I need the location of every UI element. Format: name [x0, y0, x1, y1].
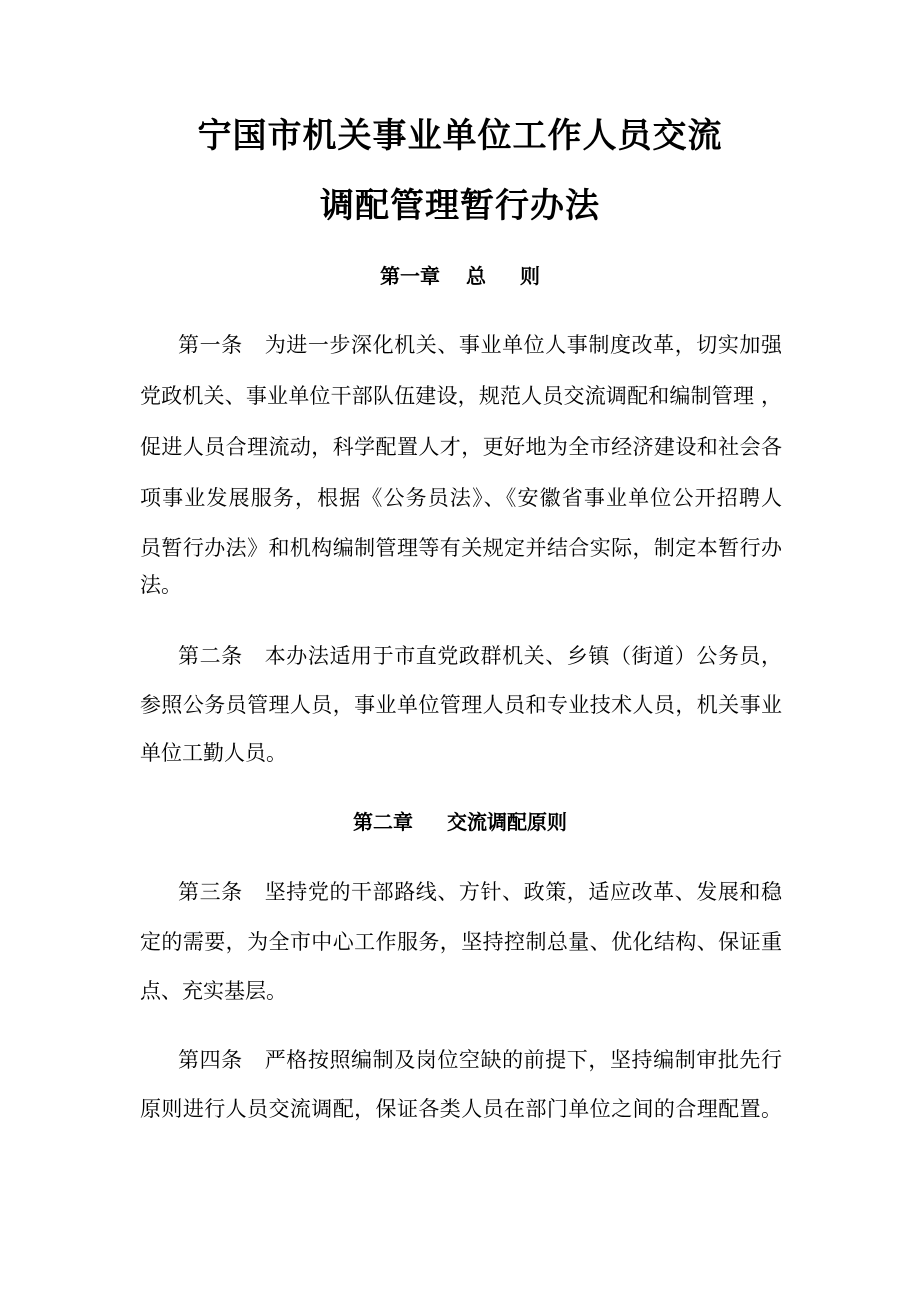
chapter-1-name-part-1: 总	[466, 264, 486, 288]
article-1-line-2: 党政机关、事业单位干部队伍建设，规范人员交流调配和编制管理 ，	[140, 384, 782, 408]
article-3-label: 第三条	[178, 880, 243, 904]
chapter-1-heading	[0, 262, 920, 290]
chapter-2-heading	[0, 808, 920, 836]
article-2-line-1	[178, 641, 782, 671]
article-3-line-1	[178, 877, 782, 907]
chapter-2-label: 第二章	[353, 810, 413, 834]
chapter-2-name: 交流调配原则	[447, 810, 567, 834]
article-1-line-3: 促进人员合理流动，科学配置人才，更好地为全市经济建设和社会各	[140, 435, 782, 459]
article-3-line-3: 点、充实基层。	[140, 979, 287, 1003]
article-3-line-2: 定的需要，为全市中心工作服务，坚持控制总量、优化结构、保证重	[140, 930, 782, 954]
article-4-text-1: 严格按照编制及岗位空缺的前提下，坚持编制审批先行	[264, 1048, 783, 1072]
article-2-text-1: 本办法适用于市直党政群机关、乡镇（街道）公务员，	[264, 644, 783, 668]
document-title-line-2: 调配管理暂行办法	[320, 186, 600, 226]
article-3-text-1: 坚持党的干部路线、方针、政策，适应改革、发展和稳	[264, 880, 783, 904]
article-1-text-1: 为进一步深化机关、事业单位人事制度改革，切实加强	[264, 333, 783, 357]
article-4-line-1	[178, 1045, 782, 1075]
chapter-1-name-part-2: 则	[520, 264, 540, 288]
article-1-line-5: 员暂行办法》和机构编制管理等有关规定并结合实际，制定本暂行办	[140, 536, 782, 560]
article-1-line-6: 法。	[140, 573, 182, 597]
article-1-line-1	[178, 330, 782, 360]
article-1-line-4: 项事业发展服务，根据《公务员法》、《安徽省事业单位公开招聘人	[140, 486, 782, 510]
chapter-1-label: 第一章	[380, 264, 440, 288]
document-title-line-1: 宁国市机关事业单位工作人员交流	[197, 116, 723, 156]
article-4-label: 第四条	[178, 1048, 243, 1072]
article-2-label: 第二条	[178, 644, 243, 668]
article-1-label: 第一条	[178, 333, 243, 357]
article-2-line-2: 参照公务员管理人员，事业单位管理人员和专业技术人员，机关事业	[140, 693, 782, 717]
article-2-line-3: 单位工勤人员。	[140, 741, 287, 765]
article-4-line-2: 原则进行人员交流调配，保证各类人员在部门单位之间的合理配置。	[140, 1097, 782, 1121]
